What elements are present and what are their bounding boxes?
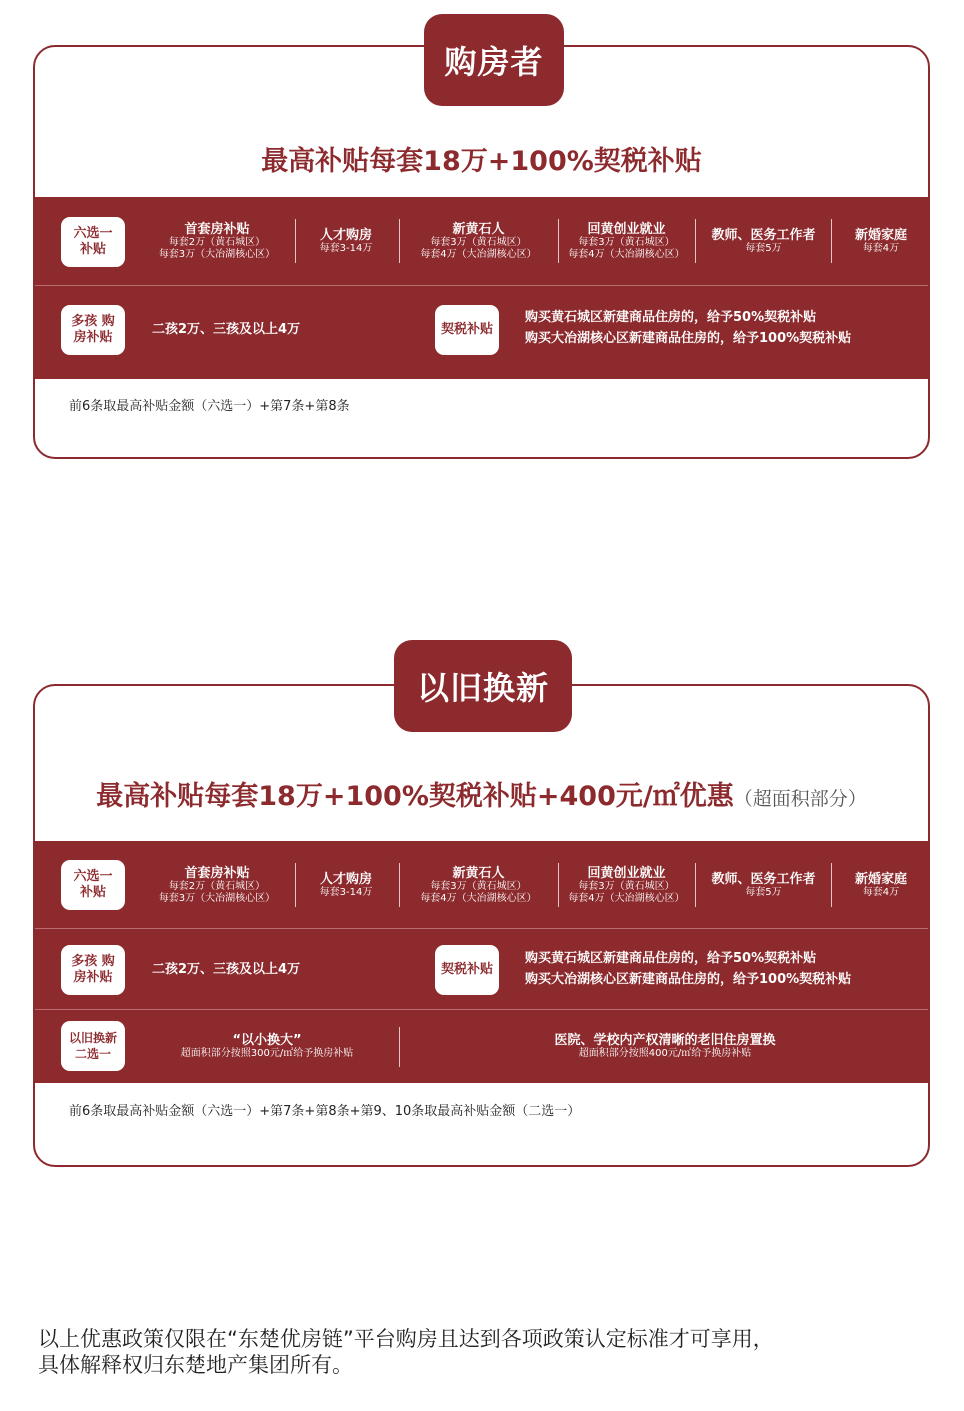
column-return-entrepreneur: 回黄创业就业 每套3万（黄石城区） 每套4万（大冶湖核心区） [568, 865, 685, 904]
buyer-headline: 最高补贴每套18万+100%契税补贴 [261, 146, 702, 177]
buyer-card [33, 45, 930, 459]
multi-child-badge: 多孩 购房补贴 [61, 945, 125, 995]
trade-in-card [33, 684, 930, 1167]
deed-tax-badge: 契税补贴 [435, 945, 499, 995]
multi-child-text: 二孩2万、三孩及以上4万 [152, 962, 301, 977]
six-choose-one-badge: 六选一 补贴 [61, 217, 125, 267]
footer-disclaimer [38, 1326, 774, 1378]
trade-in-headline-sub: （超面积部分） [733, 788, 867, 810]
swap-small-to-large: “以小换大” 超面积部分按照300元/㎡给予换房补贴 [180, 1032, 354, 1059]
multi-child-text: 二孩2万、三孩及以上4万 [152, 322, 301, 337]
column-talent: 人才购房 每套3-14万 [319, 871, 373, 898]
column-newlywed: 新婚家庭 每套4万 [854, 871, 907, 898]
trade-in-tag: 以旧换新 [394, 640, 572, 732]
trade-in-subsidy-band [35, 841, 928, 1083]
deed-tax-line-1: 购买黄石城区新建商品住房的，给予50%契税补贴 [525, 310, 817, 325]
column-return-entrepreneur: 回黄创业就业 每套3万（黄石城区） 每套4万（大冶湖核心区） [568, 221, 685, 260]
buyer-tag: 购房者 [424, 14, 564, 106]
footer-line-1: 以上优惠政策仅限在“东楚优房链”平台购房且达到各项政策认定标准才可享用， [38, 1327, 774, 1351]
deed-tax-line-2: 购买大冶湖核心区新建商品住房的，给予100%契税补贴 [525, 331, 852, 346]
multi-child-badge: 多孩 购房补贴 [61, 305, 125, 355]
column-new-resident: 新黄石人 每套3万（黄石城区） 每套4万（大冶湖核心区） [420, 865, 537, 904]
swap-old-housing: 医院、学校内产权清晰的老旧住房置换 超面积部分按照400元/㎡给予换房补贴 [554, 1032, 776, 1059]
trade-in-headline: 最高补贴每套18万+100%契税补贴+400元/㎡优惠（超面积部分） [96, 781, 867, 812]
buyer-note: 前6条取最高补贴金额（六选一）+第7条+第8条 [69, 399, 350, 414]
deed-tax-line-1: 购买黄石城区新建商品住房的，给予50%契税补贴 [525, 951, 817, 966]
column-first-home: 首套房补贴 每套2万（黄石城区） 每套3万（大冶湖核心区） [158, 221, 276, 260]
column-newlywed: 新婚家庭 每套4万 [854, 227, 907, 254]
column-teacher-medical: 教师、医务工作者 每套5万 [711, 227, 816, 254]
column-talent: 人才购房 每套3-14万 [319, 227, 373, 254]
column-teacher-medical: 教师、医务工作者 每套5万 [711, 871, 816, 898]
column-first-home: 首套房补贴 每套2万（黄石城区） 每套3万（大冶湖核心区） [158, 865, 276, 904]
trade-in-note: 前6条取最高补贴金额（六选一）+第7条+第8条+第9、10条取最高补贴金额（二选一） [69, 1104, 581, 1119]
six-choose-one-badge: 六选一 补贴 [61, 860, 125, 910]
deed-tax-badge: 契税补贴 [435, 305, 499, 355]
subsidy-band [35, 197, 928, 379]
column-new-resident: 新黄石人 每套3万（黄石城区） 每套4万（大冶湖核心区） [420, 221, 537, 260]
trade-in-choose-one-badge: 以旧换新 二选一 [61, 1021, 125, 1071]
deed-tax-line-2: 购买大冶湖核心区新建商品住房的，给予100%契税补贴 [525, 972, 852, 987]
footer-line-2: 具体解释权归东楚地产集团所有。 [38, 1353, 353, 1377]
